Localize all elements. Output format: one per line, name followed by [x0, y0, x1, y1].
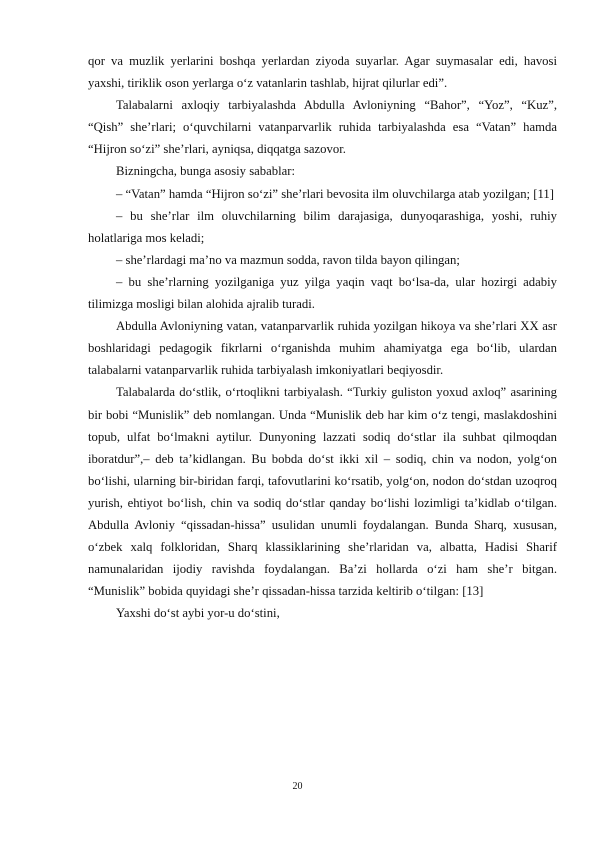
list-item-reason-1: – “Vatan” hamda “Hijron so‘zi” she’rlari bevosita ilm oluvchilarga atab yozilgan; [11] — [116, 186, 554, 201]
list-item-reason-3: – she’rlardagi ma’no va mazmun sodda, ravon tilda bayon qilingan; — [116, 252, 460, 267]
body-text — [88, 50, 557, 624]
paragraph-friendship: Talabalarda do‘stlik, o‘rtoqlikni tarbiyalash. “Turkiy guliston yoxud axloq” asarining bir bobi “Munislik” deb nomlangan. Unda “Munislik deb har kim o‘z tengi, maslakdoshini topub, ulfat bo‘lmakni aytilur. Dunyoning lazzati sodiq do‘stlar ila suhbat qilmoqdan iboratdur”,– deb ta’kidlangan. Bu bobda do‘st ikki xil – sodiq, chin va nodon, yolg‘on bo‘lishi, ularning bir-biridan farqi, tafovutlarini ko‘rsatib, yolg‘on, nodon do‘stdan uzoqroq yurish, ehtiyot bo‘lish, chin va sodiq do‘stlar qanday bo‘lishi lozimligi ta’kidlab o‘tilgan. Abdulla Avloniy “qissadan-hissa” usulidan unumli foydalangan. Bunda Sharq, xususan, o‘zbek xalq folkloridan, Sharq klassiklarining she’rlaridan va, albatta, Hadisi Sharif namunalaridan ijodiy ravishda foydalangan. Ba’zi hollarda o‘zi ham she’r bitgan. “Munislik” bobida quyidagi she’r qissadan-hissa tarzida keltirib o‘tilgan: [13] — [88, 385, 557, 599]
paragraph-continuation: qor va muzlik yerlarini boshqa yerlardan ziyoda suyarlar. Agar suymasalar edi, havosi yaxshi, tiriklik oson yerlarga o‘z vatanlarin tashlab, hijrat qilurlar edi”. — [88, 54, 557, 91]
poem-line: Yaxshi do‘st aybi yor-u do‘stini, — [116, 606, 280, 621]
paragraph-patriotism: Abdulla Avloniyning vatan, vatanparvarlik ruhida yozilgan hikoya va she’rlari XX asr boshlaridagi pedagogik fikrlarni o‘rganishda muhim ahamiyatga ega bo‘lib, ulardan talabalarni vatanparvarlik ruhida tarbiyalash imkoniyatlari beqiyosdir. — [88, 319, 557, 378]
page-number: 20 — [292, 781, 303, 792]
list-item-reason-4: – bu she’rlarning yozilganiga yuz yilga yaqin vaqt bo‘lsa-da, ular hozirgi adabiy tilimizga mosligi bilan alohida ajralib turadi. — [88, 274, 557, 312]
paragraph-reasons-intro: Bizningcha, bunga asosiy sabablar: — [116, 164, 295, 179]
paragraph-avloniy-poems: Talabalarni axloqiy tarbiyalashda Abdulla Avloniyning “Bahor”, “Yoz”, “Kuz”, “Qish” she’rlari; o‘quvchilarni vatanparvarlik ruhida tarbiyalashda esa “Vatan” hamda “Hijron so‘zi” she’rlari, ayniqsa, diqqatga sazovor. — [88, 98, 557, 157]
list-item-reason-2: – bu she’rlar ilm oluvchilarning bilim darajasiga, dunyoqarashiga, yoshi, ruhiy holatlariga mos keladi; — [88, 208, 557, 245]
